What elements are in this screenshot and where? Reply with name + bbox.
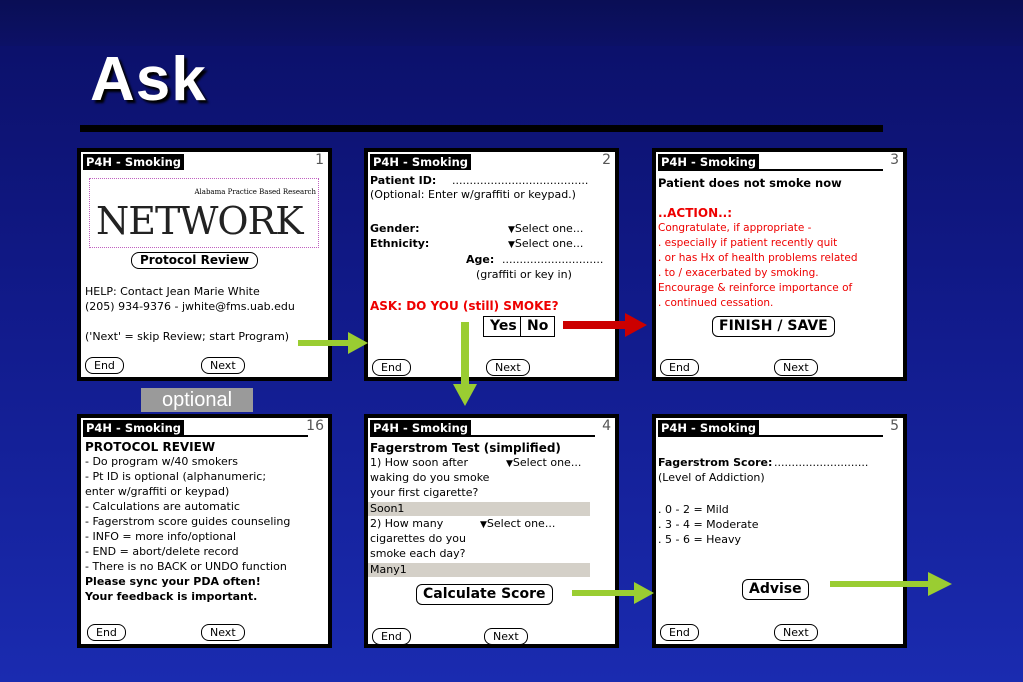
screen-number: 4 [602,418,611,434]
age-field[interactable]: ............................. [502,253,604,266]
action-line: Encourage & reinforce importance of [658,282,853,294]
end-button[interactable]: End [372,359,411,376]
header-divider [658,435,883,437]
review-line: - END = abort/delete record [85,545,239,558]
question-1: 1) How soon after [370,456,468,469]
screen-number: 1 [315,152,324,168]
advise-button[interactable]: Advise [742,579,809,600]
app-title: P4H - Smoking [83,420,184,436]
arrow-right-icon [572,580,656,606]
question-1-line: waking do you smoke [370,471,490,484]
next-button[interactable]: Next [774,624,818,641]
sync-note: Please sync your PDA often! [85,575,261,588]
end-button[interactable]: End [85,357,124,374]
next-button[interactable]: Next [774,359,818,376]
screen-5 [652,414,907,648]
screen-number: 2 [602,152,611,168]
arrow-right-red-icon [563,312,649,338]
screen-16 [77,414,332,648]
app-title: P4H - Smoking [83,154,184,170]
network-logo: Alabama Practice Based Research NETWORK [89,178,319,248]
gender-label: Gender: [370,222,420,235]
level-moderate: . 3 - 4 = Moderate [658,518,759,531]
optional-label: optional [141,388,253,412]
patient-id-field[interactable]: ....................................... [452,174,589,187]
question-1-line: your first cigarette? [370,486,479,499]
screen-4 [364,414,619,648]
no-button[interactable]: No [520,316,555,337]
end-button[interactable]: End [660,624,699,641]
review-line: - INFO = more info/optional [85,530,237,543]
screen-number: 16 [306,418,324,434]
end-button[interactable]: End [87,624,126,641]
screen-3 [652,148,907,381]
finish-save-button[interactable]: FINISH / SAVE [712,316,835,337]
review-line: - Pt ID is optional (alphanumeric; [85,470,267,483]
no-smoke-heading: Patient does not smoke now [658,176,842,190]
end-button[interactable]: End [372,628,411,645]
question-1-select[interactable]: ▼Select one... [506,456,582,469]
ethnicity-label: Ethnicity: [370,237,430,250]
fagerstrom-heading: Fagerstrom Test (simplified) [370,441,561,455]
app-title: P4H - Smoking [370,154,471,170]
age-label: Age: [466,253,495,266]
patient-id-hint: (Optional: Enter w/graffiti or keypad.) [370,188,576,201]
triangle-down-icon: ▼ [480,520,487,530]
next-button[interactable]: Next [201,357,245,374]
question-2-line: smoke each day? [370,547,466,560]
help-line-1: HELP: Contact Jean Marie White [85,285,260,298]
score-label: Fagerstrom Score: [658,456,773,469]
next-note: ('Next' = skip Review; start Program) [85,330,290,343]
app-title: P4H - Smoking [658,420,759,436]
triangle-down-icon: ▼ [508,240,515,250]
question-2: 2) How many [370,517,444,530]
next-button[interactable]: Next [484,628,528,645]
protocol-review-heading: PROTOCOL REVIEW [85,440,216,454]
review-line: - Do program w/40 smokers [85,455,238,468]
review-line: - Fagerstrom score guides counseling [85,515,291,528]
arrow-right-icon [298,330,370,356]
answer-1-field[interactable]: Soon1 [368,502,590,516]
yes-button[interactable]: Yes [483,316,524,337]
ethnicity-select[interactable]: ▼Select one... [508,237,584,250]
review-line: enter w/graffiti or keypad) [85,485,230,498]
screen-2 [364,148,619,381]
ask-smoke-prompt: ASK: DO YOU (still) SMOKE? [370,299,559,313]
action-line: Congratulate, if appropriate - [658,222,812,234]
arrow-down-icon [452,322,478,408]
calculate-score-button[interactable]: Calculate Score [416,584,553,605]
screen-number: 5 [890,418,899,434]
action-label: ..ACTION..: [658,206,733,220]
arrow-right-icon [830,570,954,598]
triangle-down-icon: ▼ [506,459,513,469]
slide-title: Ask [90,45,207,114]
feedback-note: Your feedback is important. [85,590,258,603]
review-line: - There is no BACK or UNDO function [85,560,287,573]
triangle-down-icon: ▼ [508,225,515,235]
top-band [0,0,1023,46]
header-divider [658,169,883,171]
review-line: - Calculations are automatic [85,500,240,513]
header-divider [370,435,595,437]
app-title: P4H - Smoking [370,420,471,436]
screen-number: 3 [890,152,899,168]
score-value: ........................... [774,456,869,469]
action-line: . especially if patient recently quit [658,237,838,249]
protocol-review-button[interactable]: Protocol Review [131,252,258,269]
gender-select[interactable]: ▼Select one... [508,222,584,235]
app-title: P4H - Smoking [658,154,759,170]
next-button[interactable]: Next [201,624,245,641]
question-2-line: cigarettes do you [370,532,466,545]
addiction-level-label: (Level of Addiction) [658,471,765,484]
level-mild: . 0 - 2 = Mild [658,503,729,516]
next-button[interactable]: Next [486,359,530,376]
question-2-select[interactable]: ▼Select one... [480,517,556,530]
age-hint: (graffiti or key in) [476,268,572,281]
screen-1 [77,148,332,381]
title-rule [80,125,883,132]
header-divider [83,435,308,437]
answer-2-field[interactable]: Many1 [368,563,590,577]
action-line: . or has Hx of health problems related [658,252,858,264]
level-heavy: . 5 - 6 = Heavy [658,533,741,546]
end-button[interactable]: End [660,359,699,376]
help-line-2: (205) 934-9376 - jwhite@fms.uab.edu [85,300,295,313]
patient-id-label: Patient ID: [370,174,437,187]
action-line: . continued cessation. [658,297,774,309]
action-line: . to / exacerbated by smoking. [658,267,819,279]
